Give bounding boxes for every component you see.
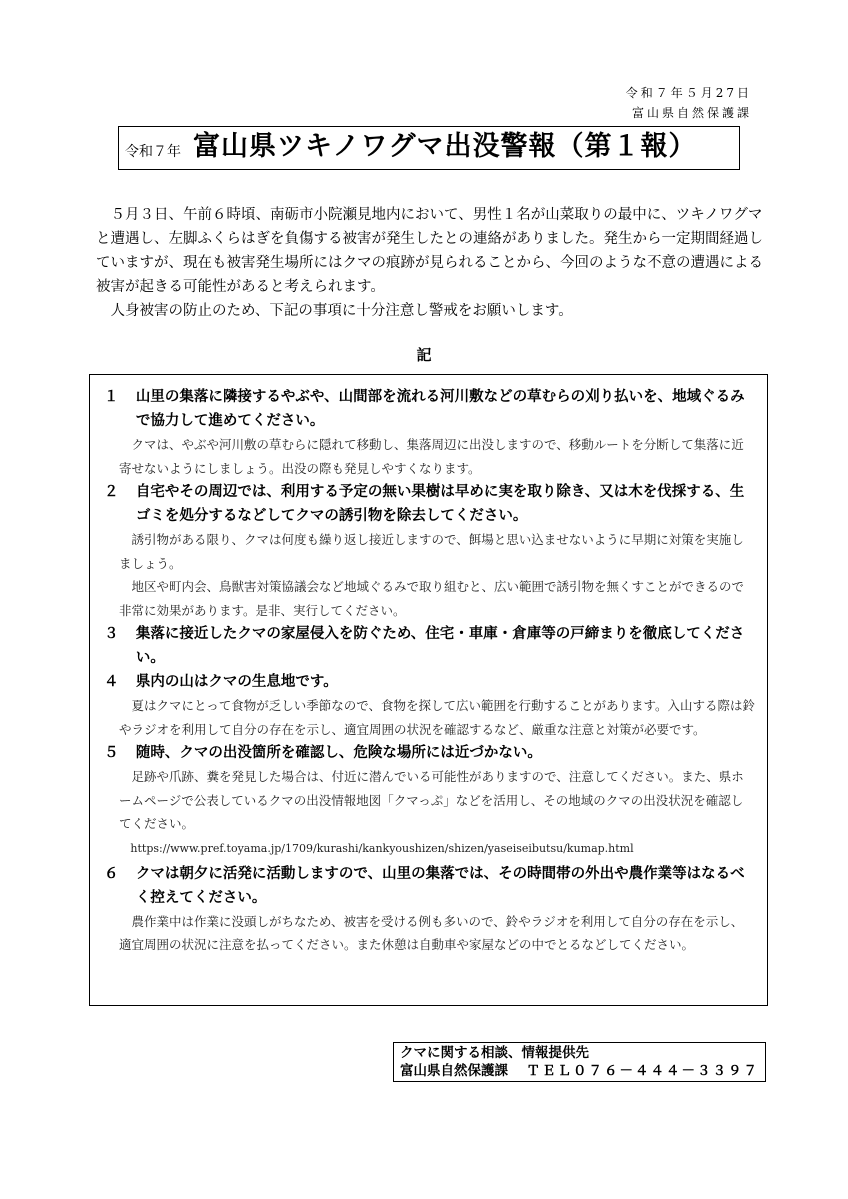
- intro-text: [96, 203, 764, 323]
- item-number: ５: [104, 745, 119, 761]
- issue-date: 令和７年５月27日: [625, 86, 752, 100]
- issuing-department: 富山県自然保護課: [631, 106, 752, 120]
- contact-label: クマに関する相談、情報提供先: [400, 1045, 589, 1061]
- item-title: [104, 622, 755, 670]
- item-title-text: クマは朝夕に活発に活動しますので、山里の集落では、その時間帯の外出や農作業等はなるべく控えてください。: [135, 865, 745, 906]
- contact-box: [393, 1042, 766, 1082]
- item-title: [104, 862, 755, 910]
- item-title-text: 自宅やその周辺では、利用する予定の無い果樹は早めに実を取り除き、又は木を伐採する、生ゴミを処分するなどしてクマの誘引物を除去してください。: [135, 484, 745, 524]
- ki-heading: 記: [416, 346, 432, 364]
- list-item-1: [104, 385, 755, 480]
- items-box: [89, 374, 768, 1006]
- intro-paragraph-1: ５月３日、午前６時頃、南砺市小院瀬見地内において、男性１名が山菜取りの最中に、ツキノワグマと遭遇し、左脚ふくらはぎを負傷する被害が発生したとの連絡がありました。発生から一定期間経過していますが、現在も被害発生場所にはクマの痕跡が見られることから、今回のような不意の遭遇による被害が起きる可能性があると考えられます。: [96, 207, 763, 295]
- item-title: [104, 385, 755, 433]
- item-number: ３: [104, 626, 119, 642]
- item-note: 夏はクマにとって食物が乏しい季節なので、食物を探して広い範囲を行動することがあります。入山する際は鈴やラジオを利用して自分の存在を示し、適宜周囲の状況を確認するなど、厳重な注意と対策が必要です。: [119, 698, 756, 737]
- contact-tel: ＴＥＬ０７６－４４４－３３９７: [526, 1063, 759, 1079]
- kumap-url-link[interactable]: https://www.pref.toyama.jp/1709/kurashi/kankyoushizen/shizen/yaseiseibutsu/kumap.html: [130, 841, 634, 855]
- item-note: 誘引物がある限り、クマは何度も繰り返し接近しますので、餌場と思い込ませないように早期に対策を実施しましょう。: [119, 532, 744, 571]
- item-number: ４: [104, 674, 119, 690]
- item-title-text: 県内の山はクマの生息地です。: [135, 674, 338, 690]
- item-note: 足跡や爪跡、糞を発見した場合は、付近に潜んでいる可能性がありますので、注意してください。また、県ホームページで公表しているクマの出没情報地図「クマっぷ」などを活用し、その地域のクマの出没状況を確認してください。: [119, 769, 744, 831]
- list-item-5: [104, 741, 755, 862]
- list-item-3: [104, 622, 755, 670]
- list-item-6: [104, 862, 755, 957]
- page-title: 富山県ツキノワグマ出没警報（第１報）: [193, 131, 697, 162]
- item-title-text: 山里の集落に隣接するやぶや、山間部を流れる河川敷などの草むらの刈り払いを、地域ぐるみで協力して進めてください。: [135, 389, 745, 429]
- item-title: [104, 480, 755, 528]
- title-era: 令和７年: [125, 144, 181, 160]
- item-title-text: 集落に接近したクマの家屋侵入を防ぐため、住宅・車庫・倉庫等の戸締まりを徹底してください。: [135, 626, 745, 666]
- item-title-text: 随時、クマの出没箇所を確認し、危険な場所には近づかない。: [135, 745, 542, 761]
- list-item-2: [104, 480, 755, 622]
- item-note: 農作業中は作業に没頭しがちなため、被害を受ける例も多いので、鈴やラジオを利用して自分の存在を示し、適宜周囲の状況に注意を払ってください。また休憩は自動車や家屋などの中でとるなどしてください。: [119, 913, 744, 952]
- item-number: ６: [104, 865, 119, 882]
- contact-row: [400, 1062, 759, 1080]
- item-note: クマは、やぶや河川敷の草むらに隠れて移動し、集落周辺に出没しますので、移動ルートを分断して集落に近寄せないようにしましょう。出没の際も発見しやすくなります。: [119, 437, 744, 476]
- item-title: [104, 741, 755, 765]
- item-number: ２: [104, 484, 119, 500]
- item-number: １: [104, 389, 119, 405]
- list-item-4: [104, 670, 755, 741]
- contact-department: 富山県自然保護課: [400, 1063, 508, 1079]
- item-note: 地区や町内会、鳥獣害対策協議会など地域ぐるみで取り組むと、広い範囲で誘引物を無くすことができるので非常に効果があります。是非、実行してください。: [119, 579, 745, 618]
- intro-paragraph-2: 人身被害の防止のため、下記の事項に十分注意し警戒をお願いします。: [110, 303, 573, 319]
- item-title: [104, 670, 755, 694]
- title-box: [118, 126, 740, 170]
